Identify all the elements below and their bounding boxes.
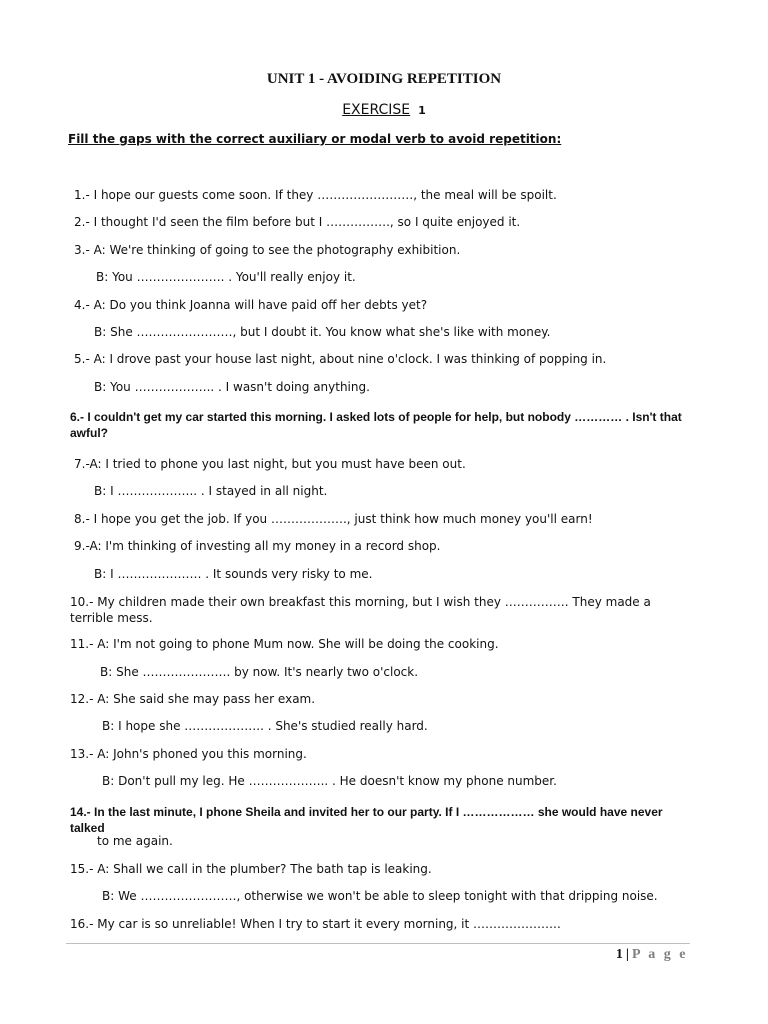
item-6: 6.- I couldn't get my car started this morning. I asked lots of people for help, but nobody ………… . Isn't that awful? [70,410,682,440]
item-13-a: 13.- A: John's phoned you this morning. [70,747,307,761]
item-3-b: B: You …………………. . You'll really enjoy it. [96,270,356,284]
page-number: 1 [615,947,623,962]
item-5-a: 5.- A: I drove past your house last night, about nine o'clock. I was thinking of popping in. [74,352,607,366]
item-11-a: 11.- A: I'm not going to phone Mum now. She will be doing the cooking. [70,637,499,651]
exercise-heading [0,102,768,118]
item-1: 1.- I hope our guests come soon. If they ……………………, the meal will be spoilt. [74,188,557,202]
item-9-b: B: I ………………… . It sounds very risky to me. [94,567,373,581]
item-11-b: B: She …………………. by now. It's nearly two o'clock. [100,665,419,679]
item-4-a: 4.- A: Do you think Joanna will have paid off her debts yet? [74,298,428,312]
item-7-a: 7.-A: I tried to phone you last night, but you must have been out. [74,457,466,471]
page-footer [616,947,688,963]
page-title: UNIT 1 - AVOIDING REPETITION [266,71,502,87]
item-15-a: 15.- A: Shall we call in the plumber? The bath tap is leaking. [70,862,432,876]
item-12-a: 12.- A: She said she may pass her exam. [70,692,316,706]
item-14: 14.- In the last minute, I phone Sheila and invited her to our party. If I ……………… she would have never talked [70,805,663,835]
item-15-b: B: We ……………………, otherwise we won't be able to sleep tonight with that dripping noise. [102,889,658,903]
item-9-a: 9.-A: I'm thinking of investing all my money in a record shop. [74,539,441,553]
item-14-continued: to me again. [97,834,173,848]
item-16: 16.- My car is so unreliable! When I try to start it every morning, it …………………. [70,917,561,931]
page-label: P a g e [632,947,688,962]
item-5-b: B: You ……………….. . I wasn't doing anything. [94,380,370,394]
item-7-b: B: I ……………….. . I stayed in all night. [94,484,328,498]
footer-divider [66,943,690,944]
item-12-b: B: I hope she ……………….. . She's studied really hard. [102,719,428,733]
item-2: 2.- I thought I'd seen the film before but I ……………., so I quite enjoyed it. [74,215,521,229]
item-10: 10.- My children made their own breakfast this morning, but I wish they ……………. They made a terrible mess. [70,595,651,625]
instruction-text: Fill the gaps with the correct auxiliary or modal verb to avoid repetition: [68,132,562,146]
item-3-a: 3.- A: We're thinking of going to see the photography exhibition. [74,243,461,257]
page-separator: | [625,947,629,962]
item-13-b: B: Don't pull my leg. He ……………….. . He doesn't know my phone number. [102,774,557,788]
item-4-b: B: She ……………………, but I doubt it. You know what she's like with money. [94,325,551,339]
exercise-label: EXERCISE [342,102,411,118]
item-8: 8.- I hope you get the job. If you ………………., just think how much money you'll earn! [74,512,593,526]
exercise-number: 1 [418,104,426,117]
